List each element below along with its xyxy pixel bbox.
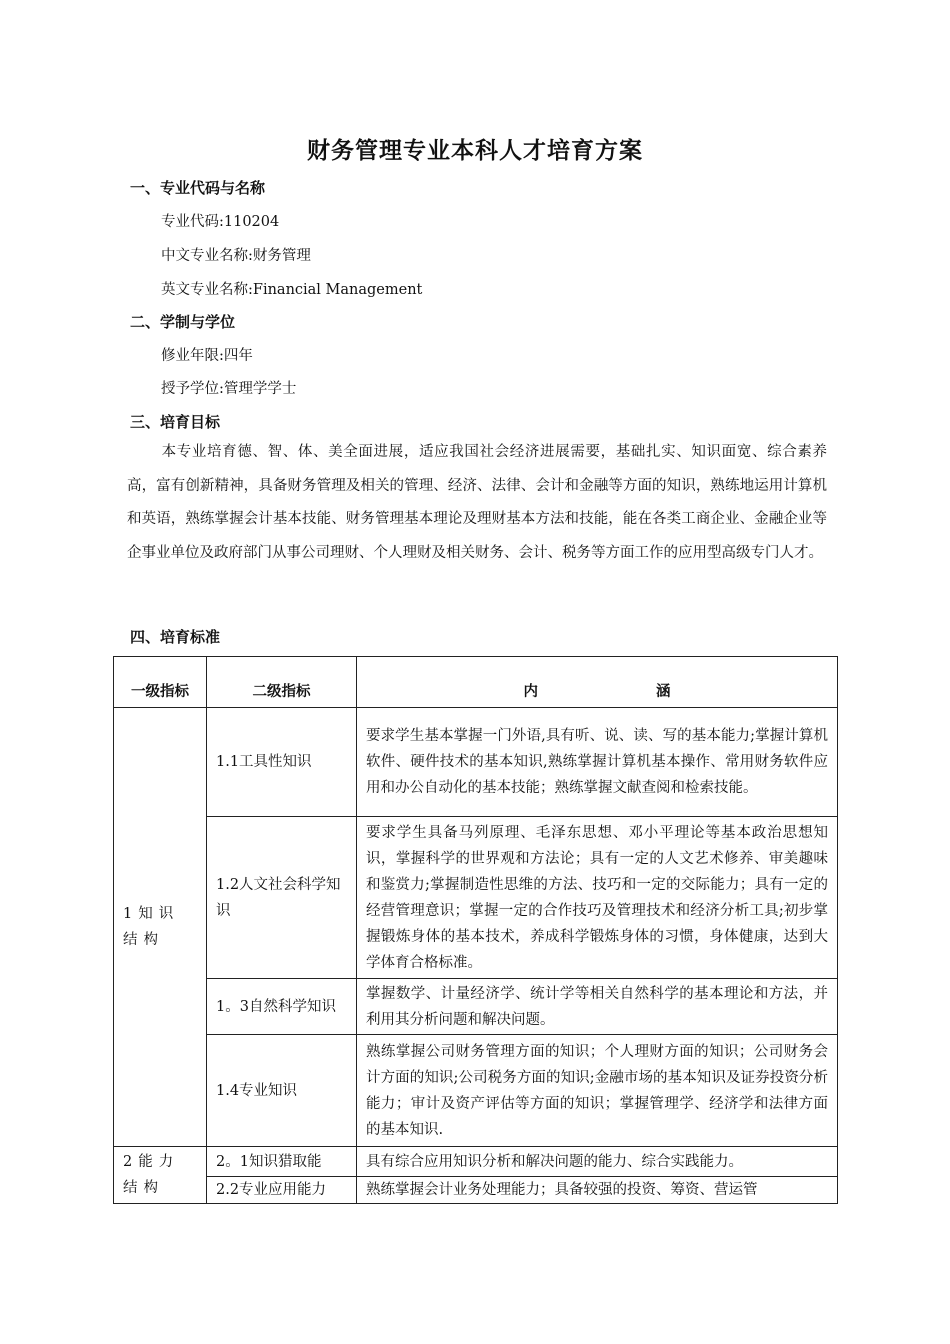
level2-cell: 2。1知识猎取能 [207, 1147, 357, 1177]
level2-cell: 1.4专业知识 [207, 1035, 357, 1147]
section-1-heading: 一、专业代码与名称 [130, 179, 266, 197]
table-row [114, 817, 838, 979]
level1-ability-structure: 2能力结构 [114, 1147, 207, 1204]
level1-knowledge-structure: 1知识结构 [114, 708, 207, 1147]
header-level2: 二级指标 [207, 657, 357, 708]
table-row [114, 979, 838, 1035]
header-content-b: 涵 [656, 684, 671, 700]
content-cell: 熟练掌握会计业务处理能力；具备较强的投资、筹资、营运管 [357, 1177, 838, 1204]
table-row [114, 708, 838, 817]
table-row [114, 1177, 838, 1204]
study-years: 修业年限:四年 [161, 348, 253, 364]
content-cell: 要求学生基本掌握一门外语,具有听、说、读、写的基本能力;掌握计算机软件、硬件技术的基本知识,熟练掌握计算机基本操作、常用财务软件应用和办公自动化的基本技能；熟练掌握文献查阅和检索技能。 [357, 708, 838, 817]
header-content [357, 657, 838, 708]
major-chinese-name: 中文专业名称:财务管理 [161, 248, 311, 264]
training-standards-table [113, 656, 838, 1204]
section-2-heading: 二、学制与学位 [130, 313, 236, 331]
level2-cell: 2.2专业应用能力 [207, 1177, 357, 1204]
table-header-row [114, 657, 838, 708]
level2-cell: 1.1工具性知识 [207, 708, 357, 817]
table-row [114, 1147, 838, 1177]
content-cell: 具有综合应用知识分析和解决问题的能力、综合实践能力。 [357, 1147, 838, 1177]
header-content-a: 内 [523, 684, 538, 700]
degree-awarded: 授予学位:管理学学士 [161, 381, 297, 397]
level2-cell: 1.2人文社会科学知识 [207, 817, 357, 979]
content-cell: 要求学生具备马列原理、毛泽东思想、邓小平理论等基本政治思想知识，掌握科学的世界观和方法论；具有一定的人文艺术修养、审美趣味和鉴赏力;掌握制造性思维的方法、技巧和一定的交际能力；具有一定的经营管理意识；掌握一定的合作技巧及管理技术和经济分析工具;初步掌握锻炼身体的基本技术，养成科学锻炼身体的习惯，身体健康，达到大学体育合格标准。 [357, 817, 838, 979]
section-3-heading: 三、培育目标 [130, 413, 221, 431]
major-code: 专业代码:110204 [161, 214, 280, 230]
major-english-name: 英文专业名称:Financial Management [161, 282, 423, 298]
level2-cell: 1。3自然科学知识 [207, 979, 357, 1035]
table-row [114, 1035, 838, 1147]
content-cell: 掌握数学、计量经济学、统计学等相关自然科学的基本理论和方法，并利用其分析问题和解决问题。 [357, 979, 838, 1035]
section-4-heading: 四、培育标准 [130, 628, 221, 646]
header-level1: 一级指标 [114, 657, 207, 708]
training-goal-paragraph [127, 436, 827, 571]
content-cell: 熟练掌握公司财务管理方面的知识；个人理财方面的知识；公司财务会计方面的知识;公司税务方面的知识;金融市场的基本知识及证券投资分析能力；审计及资产评估等方面的知识；掌握管理学、经济学和法律方面的基本知识. [357, 1035, 838, 1147]
training-goal-text: 本专业培育德、智、体、美全面进展，适应我国社会经济进展需要，基础扎实、知识面宽、综合素养高，富有创新精神，具备财务管理及相关的管理、经济、法律、会计和金融等方面的知识，熟练地运用计算机和英语，熟练掌握会计基本技能、财务管理基本理论及理财基本方法和技能，能在各类工商企业、金融企业等企事业单位及政府部门从事公司理财、个人理财及相关财务、会计、税务等方面工作的应用型高级专门人才。 [127, 444, 827, 562]
document-title: 财务管理专业本科人才培育方案 [307, 138, 643, 164]
